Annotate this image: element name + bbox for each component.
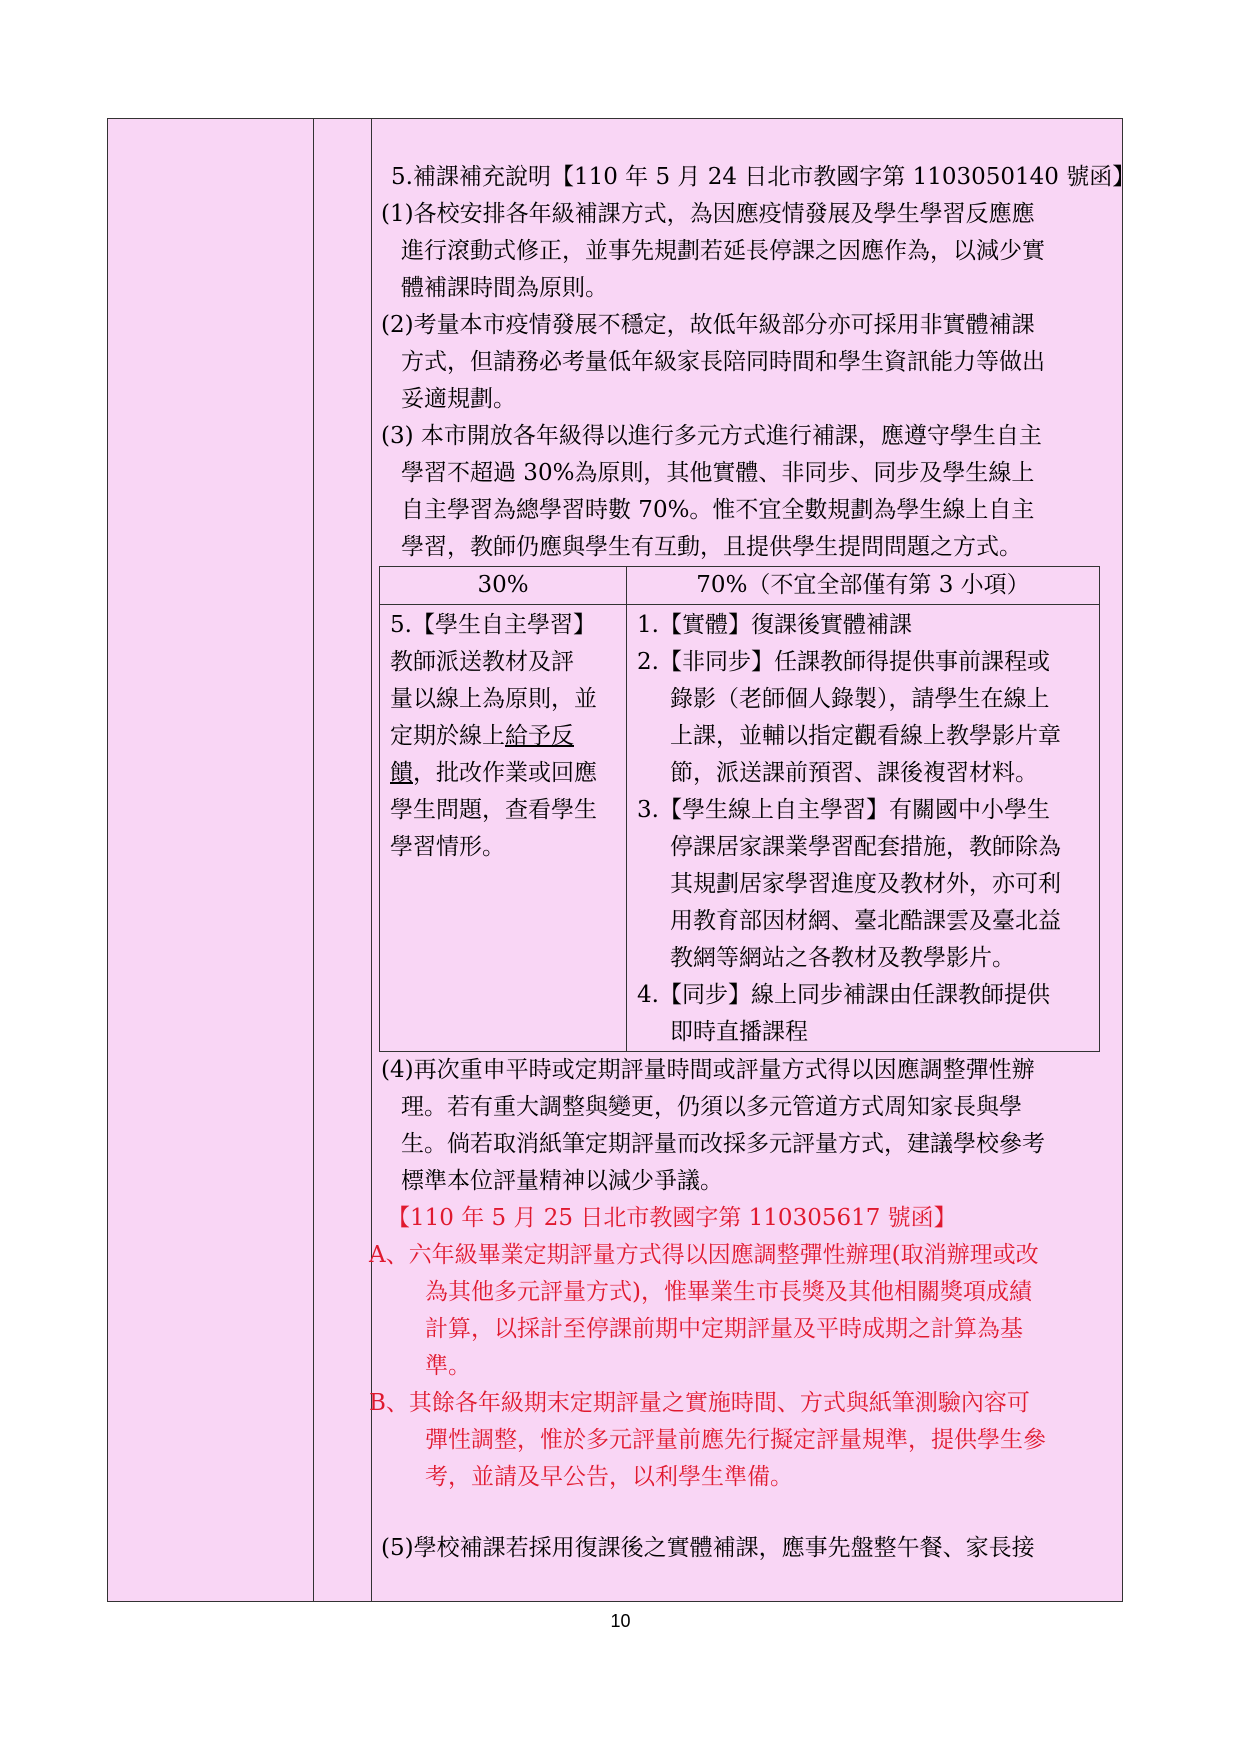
method-item: 3.【學生線上自主學習】有關國中小學生	[637, 797, 1050, 823]
ratio-table	[379, 566, 1100, 1052]
form-table	[107, 118, 1136, 1602]
cell-line: 教師派送教材及評	[390, 649, 574, 675]
self-learning-cell	[380, 605, 627, 1052]
item-2-line: (2)考量本市疫情發展不穩定，故低年級部分亦可採用非實體補課	[381, 312, 1035, 338]
header-30: 30%	[380, 567, 627, 605]
method-item: 2.【非同步】任課教師得提供事前課程或	[637, 649, 1050, 675]
item-a-line: 準。	[425, 1353, 471, 1379]
item-4-line: (4)再次重申平時或定期評量時間或評量方式得以因應調整彈性辦	[381, 1057, 1035, 1083]
red-notice-heading: 【110 年 5 月 25 日北市教國字第 110305617 號函】	[387, 1205, 957, 1231]
method-line: 停課居家課業學習配套措施，教師除為	[670, 834, 1061, 860]
item-1-line: 體補課時間為原則。	[401, 275, 608, 301]
method-line: 用教育部因材網、臺北酷課雲及臺北益	[670, 908, 1061, 934]
item-a-line: 計算，以採計至停課前期中定期評量及平時成期之計算為基	[425, 1316, 1023, 1342]
item-3-line: 學習，教師仍應與學生有互動，且提供學生提問問題之方式。	[401, 534, 1022, 560]
cell-line: 學習情形。	[390, 834, 505, 860]
item-1-line: (1)各校安排各年級補課方式，為因應疫情發展及學生學習反應應	[381, 201, 1035, 227]
method-line: 上課，並輔以指定觀看線上教學影片章	[670, 723, 1061, 749]
method-line: 即時直播課程	[670, 1019, 808, 1045]
item-3-line: 自主學習為總學習時數 70%。惟不宜全數規劃為學生線上自主	[401, 497, 1035, 523]
method-item: 1.【實體】復課後實體補課	[637, 612, 912, 638]
content-cell	[369, 159, 1136, 1567]
item-b-line: 彈性調整，惟於多元評量前應先行擬定評量規準，提供學生參	[425, 1427, 1046, 1453]
cell-line: 量以線上為原則，並	[390, 686, 597, 712]
cell-line: 學生問題，查看學生	[390, 797, 597, 823]
method-line: 節，派送課前預習、課後複習材料。	[670, 760, 1038, 786]
item-5-line: (5)學校補課若採用復課後之實體補課，應事先盤整午餐、家長接	[381, 1535, 1035, 1561]
underlined-text: 給予反	[505, 723, 574, 749]
item-4-line: 生。倘若取消紙筆定期評量而改採多元評量方式，建議學校參考	[401, 1131, 1045, 1157]
column-divider	[313, 119, 314, 1601]
method-line: 教網等網站之各教材及教學影片。	[670, 945, 1015, 971]
item-4-line: 理。若有重大調整與變更，仍須以多元管道方式周知家長與學	[401, 1094, 1022, 1120]
cell-line	[390, 755, 622, 792]
underlined-text: 饋	[390, 760, 413, 786]
item-2-line: 方式，但請務必考量低年級家長陪同時間和學生資訊能力等做出	[401, 349, 1045, 375]
cell-line: 5.【學生自主學習】	[390, 612, 596, 638]
methods-cell	[627, 605, 1100, 1052]
cell-text: ，批改作業或回應	[413, 760, 597, 786]
item-3-line: 學習不超過 30%為原則，其他實體、非同步、同步及學生線上	[401, 460, 1035, 486]
item-4-line: 標準本位評量精神以減少爭議。	[401, 1168, 723, 1194]
cell-line	[390, 718, 622, 755]
item-b-line: B、其餘各年級期末定期評量之實施時間、方式與紙筆測驗內容可	[369, 1390, 1030, 1416]
item-a-line: A、六年級畢業定期評量方式得以因應調整彈性辦理(取消辦理或改	[369, 1242, 1039, 1268]
column-divider	[371, 119, 372, 1601]
method-item: 4.【同步】線上同步補課由任課教師提供	[637, 982, 1050, 1008]
method-line: 其規劃居家學習進度及教材外，亦可利	[670, 871, 1061, 897]
item-a-line: 為其他多元評量方式)，惟畢業生市長獎及其他相關獎項成績	[425, 1279, 1032, 1305]
item-b-line: 考，並請及早公告，以利學生準備。	[425, 1464, 793, 1490]
section-heading: 5.補課補充說明【110 年 5 月 24 日北市教國字第 1103050140 號函】	[391, 164, 1136, 190]
method-line: 錄影（老師個人錄製），請學生在線上	[670, 686, 1050, 712]
header-70: 70%（不宜全部僅有第 3 小項）	[627, 567, 1100, 605]
item-1-line: 進行滾動式修正，並事先規劃若延長停課之因應作為，以減少實	[401, 238, 1045, 264]
item-3-line: (3) 本市開放各年級得以進行多元方式進行補課，應遵守學生自主	[381, 423, 1042, 449]
page-number: 10	[610, 1611, 631, 1631]
item-2-line: 妥適規劃。	[401, 386, 516, 412]
cell-text: 定期於線上	[390, 723, 505, 749]
